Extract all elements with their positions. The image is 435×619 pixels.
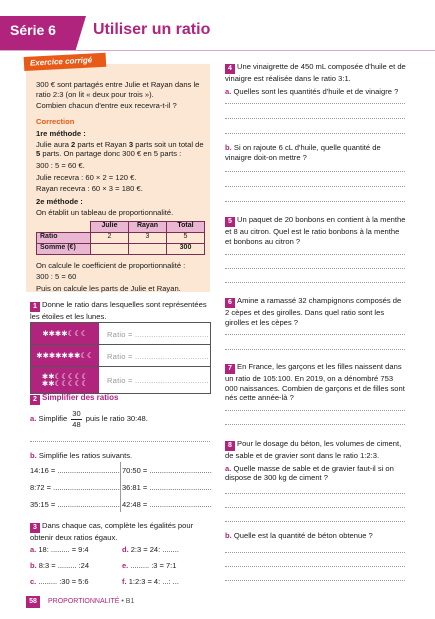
method1-calc-3: Rayan recevra : 60 × 3 = 180 €.: [36, 184, 143, 194]
stars-moons-symbols: ✱✱✱✱☾☾☾: [31, 323, 99, 344]
answer-line[interactable]: [225, 201, 405, 202]
page-header: [0, 0, 435, 52]
exercise-number: 6: [225, 298, 235, 308]
exercise-number: 4: [225, 64, 235, 74]
table-cell: 5: [167, 232, 205, 243]
footer-section: PROPORTIONNALITÉ • B1: [48, 598, 135, 605]
table-cell: 2: [91, 232, 129, 243]
answer-line[interactable]: [225, 507, 405, 508]
exercise-8b: b. Quelle est la quantité de béton obtenue ?: [225, 531, 373, 540]
stars-moons-symbols: ✱✱☾☾☾☾☾ ✱✱☾☾☾☾☾: [31, 367, 99, 393]
series-label: Série 6: [10, 22, 56, 38]
answer-line[interactable]: [225, 493, 405, 494]
title-divider: [0, 50, 435, 51]
method1-title: 1re méthode :: [36, 128, 86, 138]
method2-title: 2e méthode :: [36, 197, 83, 207]
exercise-2b: b. Simplifie les ratios suivants.: [30, 451, 133, 460]
exercise-1: [30, 300, 212, 322]
answer-line[interactable]: [225, 103, 405, 104]
table-header-row: [37, 221, 205, 232]
exercise-2a: a. Simplifie $\frac{30}{48}$ puis le ratio 30:48.: [30, 409, 148, 429]
ratio-item[interactable]: 42:48 = ..............................: [122, 500, 212, 509]
answer-line[interactable]: [225, 282, 405, 283]
table-row: [31, 345, 210, 367]
stars-moons-table: [30, 322, 211, 394]
table-row-label: Ratio: [37, 232, 91, 243]
answer-line[interactable]: [225, 171, 405, 172]
table-cell: [91, 243, 129, 254]
ratio-item[interactable]: 36:81 = ..............................: [122, 483, 212, 492]
method1-calc-2: Julie recevra : 60 × 2 = 120 €.: [36, 172, 137, 182]
table-row: [31, 323, 210, 345]
answer-line[interactable]: [225, 268, 405, 269]
answer-line[interactable]: [225, 424, 405, 425]
fraction-30-48: $\frac{30}{48}$: [72, 409, 81, 429]
exercise-4b: b. Si on rajoute 6 cL d'huile, quelle quantité de vinaigre doit-on mettre ?: [225, 143, 381, 162]
exercise-number: 8: [225, 441, 235, 451]
exercise-3: 3 Dans chaque cas, complète les égalités pour obtenir deux ratios égaux.: [30, 521, 194, 542]
table-header: Total: [167, 221, 205, 232]
table-row: [37, 243, 205, 254]
table-cell: 3: [129, 232, 167, 243]
worked-example-statement: 300 € sont partagés entre Julie et Rayan dans le ratio 2:3 (on lit « deux pour trois »).: [36, 80, 200, 99]
after-table-3: Puis on calcule les parts de Julie et Rayan.: [36, 284, 181, 294]
worked-example-tag: Exercice corrigé: [24, 53, 107, 71]
proportion-table: [36, 221, 205, 255]
ratio-answer-field[interactable]: Ratio = ................................: [107, 376, 209, 385]
answer-line[interactable]: [225, 552, 405, 553]
exercise-2-title: 2 Simplifier des ratios: [30, 393, 118, 405]
answer-line[interactable]: [30, 441, 210, 442]
answer-line[interactable]: [225, 254, 405, 255]
after-table-2: 300 : 5 = 60: [36, 272, 77, 282]
method1-text: Julie aura 2 parts et Rayan 3 parts soit un total de 5 parts. On partage donc 300 € en 5 parts :: [36, 139, 204, 159]
page-title: Utiliser un ratio: [93, 21, 211, 38]
exercise-8: 8 Pour le dosage du béton, les volumes de ciment, de sable et de gravier sont dans le ratio 1:2:3. a. Quelle masse de sable et de gravier faut-il si on dispose de 300 kg de ciment ?: [225, 439, 402, 483]
answer-line[interactable]: [225, 186, 405, 187]
equality-item[interactable]: b. 8:3 = ......... :24: [30, 561, 90, 570]
page-number: 58: [26, 596, 40, 608]
worked-example-content: [36, 80, 208, 296]
ratio-answer-field[interactable]: Ratio = ................................: [107, 330, 209, 339]
method2-text: On établit un tableau de proportionnalité.: [36, 207, 174, 217]
ratio-item[interactable]: 70:50 = ..............................: [122, 466, 212, 475]
answer-line[interactable]: [225, 566, 405, 567]
ratio-item[interactable]: 8:72 = ................................: [30, 483, 120, 492]
table-header: Rayan: [129, 221, 167, 232]
table-header: Julie: [91, 221, 129, 232]
table-row: [31, 367, 210, 393]
exercise-7: 7 En France, les garçons et les filles naissent dans un ratio de 105:100. En 2019, on a dénombré 753 000 naissances. Combien de garçons et de filles sont nés cette année-là ?: [225, 362, 405, 403]
equality-item[interactable]: e. ......... :3 = 7:1: [122, 561, 177, 570]
answer-line[interactable]: [225, 580, 405, 581]
equality-item[interactable]: a. 18: ......... = 9:4: [30, 545, 89, 554]
answer-line[interactable]: [225, 334, 405, 335]
after-table-1: On calcule le coefficient de proportionnalité :: [36, 260, 186, 270]
exercise-number: 2: [30, 395, 40, 405]
ratio-item[interactable]: 14:16 = ..............................: [30, 466, 120, 475]
table-row: [37, 232, 205, 243]
exercise-1-text: Donne le ratio dans lesquelles sont représentées les étoiles et les lunes.: [30, 300, 207, 321]
exercise-number: 3: [30, 523, 40, 533]
worked-example-question: Combien chacun d'entre eux recevra-t-il ?: [36, 101, 177, 111]
answer-line[interactable]: [225, 118, 405, 119]
answer-line[interactable]: [225, 410, 405, 411]
ratio-answer-field[interactable]: Ratio = ................................: [107, 352, 209, 361]
stars-moons-symbols: ✱✱✱✱✱✱✱☾☾: [31, 345, 99, 366]
table-cell: 300: [167, 243, 205, 254]
table-row-label: Somme (€): [37, 243, 91, 254]
table-cell: [129, 243, 167, 254]
ratio-item[interactable]: 35:15 = ..............................: [30, 500, 120, 509]
answer-line[interactable]: [225, 133, 405, 134]
exercise-number: 7: [225, 364, 235, 374]
answer-line[interactable]: [225, 349, 405, 350]
exercise-number: 5: [225, 217, 235, 227]
equality-item[interactable]: f. 1:2:3 = 4: ...: ...: [122, 577, 179, 586]
exercise-6: 6 Amine a ramassé 32 champignons composés de 2 cèpes et des girolles. Dans quel ratio sont les girolles et les cèpes ?: [225, 296, 402, 327]
equality-item[interactable]: d. 2:3 = 24: ........: [122, 545, 179, 554]
correction-title: Correction: [36, 117, 75, 127]
equality-item[interactable]: c. ......... :30 = 5:6: [30, 577, 89, 586]
exercise-4: 4 Une vinaigrette de 450 mL composée d'huile et de vinaigre est réalisée dans le ratio 3:1. a. Quelles sont les quantités d'huile et de vinaigre ?: [225, 62, 406, 96]
table-corner: [37, 221, 91, 232]
exercise-5: 5 Un paquet de 20 bonbons en contient à la menthe et 8 au citron. Quel est le ratio bonbons à la menthe et bonbons au citron ?: [225, 215, 406, 246]
answer-line[interactable]: [225, 521, 405, 522]
grid-divider: [120, 462, 121, 512]
exercise-number: 1: [30, 302, 40, 312]
method1-calc-1: 300 : 5 = 60 €.: [36, 161, 85, 171]
